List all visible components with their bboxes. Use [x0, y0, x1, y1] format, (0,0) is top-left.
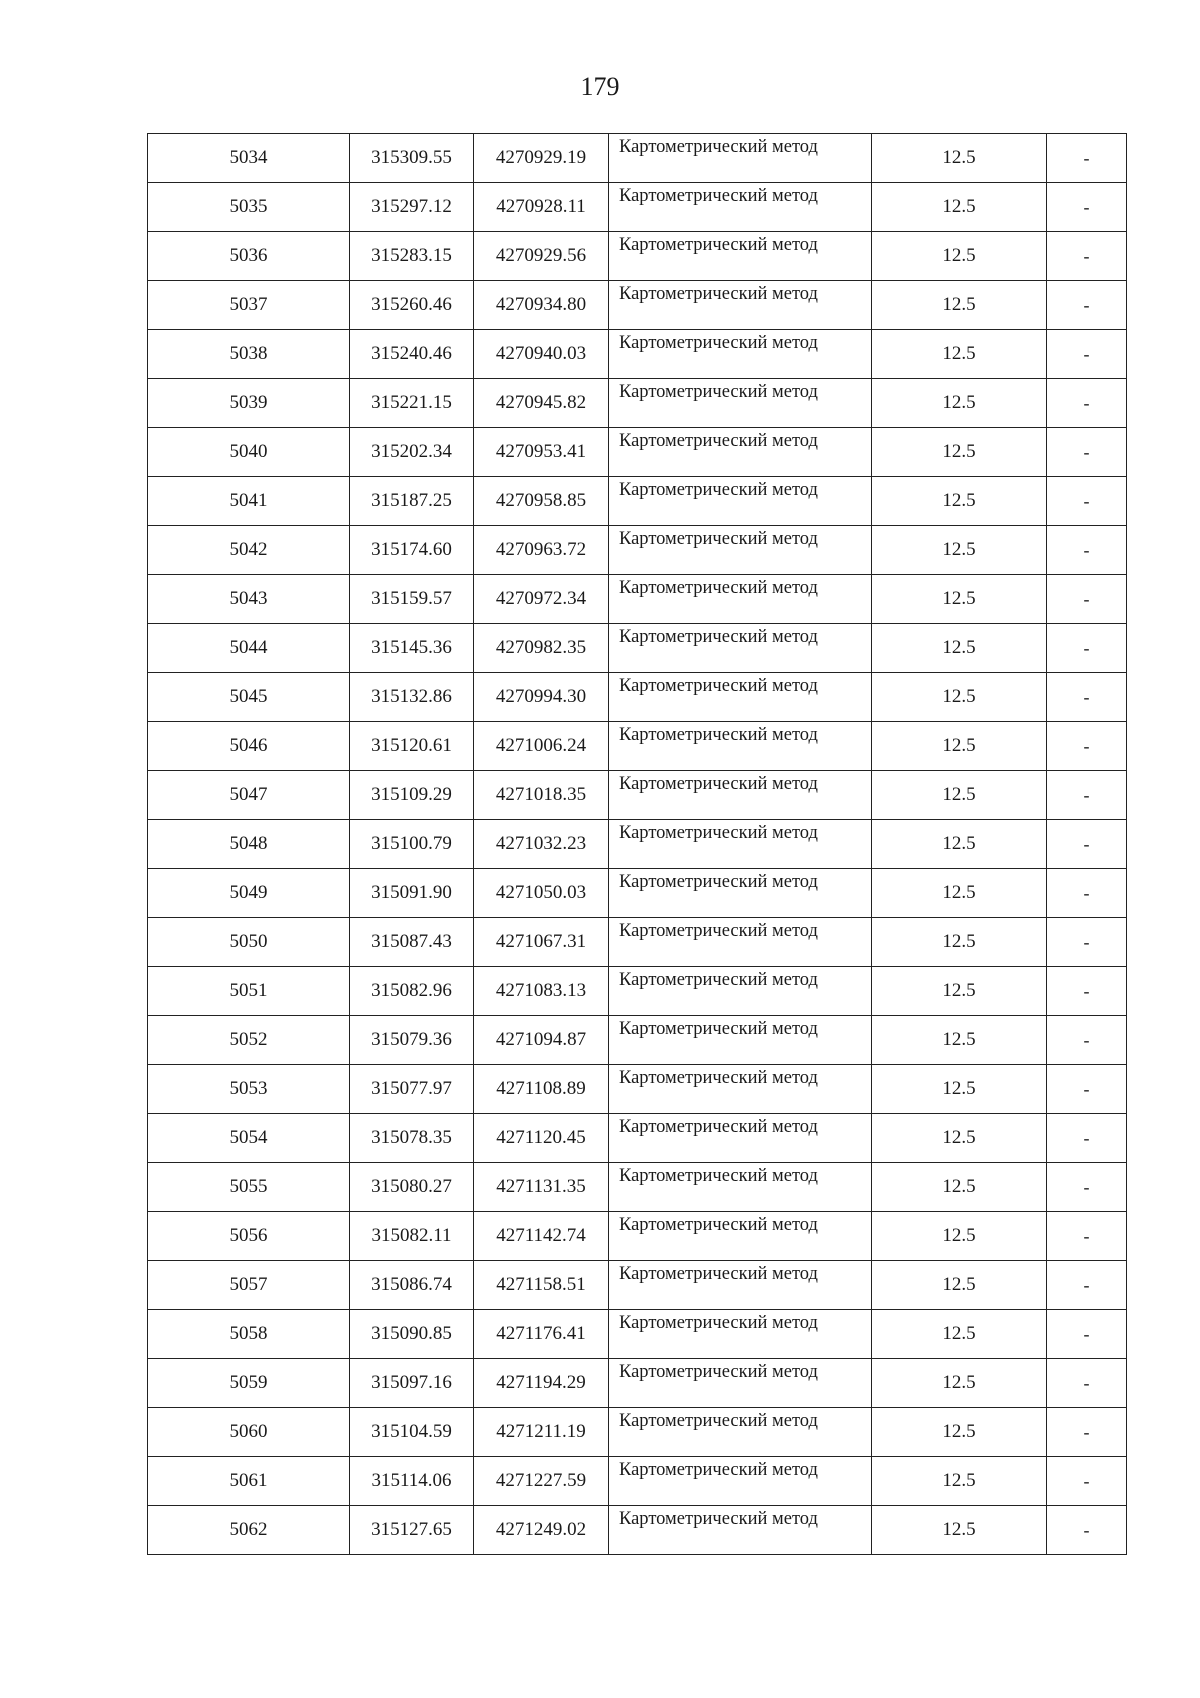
y-coordinate-cell: 4270945.82	[474, 379, 609, 428]
table-row	[148, 1114, 1127, 1163]
note-cell: -	[1047, 918, 1127, 967]
y-coordinate-cell: 4271211.19	[474, 1408, 609, 1457]
page-number: 179	[580, 72, 620, 101]
point-number-cell: 5055	[148, 1163, 350, 1212]
table-row	[148, 869, 1127, 918]
note-cell: -	[1047, 624, 1127, 673]
note-cell: -	[1047, 1261, 1127, 1310]
method-cell: Картометрический метод	[609, 673, 872, 722]
x-coordinate-cell: 315260.46	[350, 281, 474, 330]
x-coordinate-cell: 315127.65	[350, 1506, 474, 1555]
method-cell: Картометрический метод	[609, 869, 872, 918]
table-row	[148, 771, 1127, 820]
y-coordinate-cell: 4270972.34	[474, 575, 609, 624]
y-coordinate-cell: 4271194.29	[474, 1359, 609, 1408]
x-coordinate-cell: 315120.61	[350, 722, 474, 771]
note-cell: -	[1047, 183, 1127, 232]
accuracy-cell: 12.5	[872, 1114, 1047, 1163]
y-coordinate-cell: 4270982.35	[474, 624, 609, 673]
table-row	[148, 1212, 1127, 1261]
note-cell: -	[1047, 869, 1127, 918]
x-coordinate-cell: 315097.16	[350, 1359, 474, 1408]
x-coordinate-cell: 315309.55	[350, 134, 474, 183]
accuracy-cell: 12.5	[872, 918, 1047, 967]
method-cell: Картометрический метод	[609, 967, 872, 1016]
note-cell: -	[1047, 1114, 1127, 1163]
point-number-cell: 5059	[148, 1359, 350, 1408]
method-cell: Картометрический метод	[609, 1506, 872, 1555]
table-row	[148, 722, 1127, 771]
accuracy-cell: 12.5	[872, 1457, 1047, 1506]
table-row	[148, 1163, 1127, 1212]
accuracy-cell: 12.5	[872, 771, 1047, 820]
point-number-cell: 5045	[148, 673, 350, 722]
note-cell: -	[1047, 1016, 1127, 1065]
point-number-cell: 5036	[148, 232, 350, 281]
method-cell: Картометрический метод	[609, 428, 872, 477]
accuracy-cell: 12.5	[872, 1065, 1047, 1114]
method-cell: Картометрический метод	[609, 477, 872, 526]
table-row	[148, 673, 1127, 722]
point-number-cell: 5039	[148, 379, 350, 428]
point-number-cell: 5062	[148, 1506, 350, 1555]
table-body	[148, 134, 1127, 1555]
table-row	[148, 477, 1127, 526]
accuracy-cell: 12.5	[872, 967, 1047, 1016]
x-coordinate-cell: 315240.46	[350, 330, 474, 379]
note-cell: -	[1047, 771, 1127, 820]
x-coordinate-cell: 315109.29	[350, 771, 474, 820]
x-coordinate-cell: 315202.34	[350, 428, 474, 477]
x-coordinate-cell: 315114.06	[350, 1457, 474, 1506]
y-coordinate-cell: 4271018.35	[474, 771, 609, 820]
method-cell: Картометрический метод	[609, 1016, 872, 1065]
table-row	[148, 134, 1127, 183]
method-cell: Картометрический метод	[609, 1359, 872, 1408]
y-coordinate-cell: 4270929.19	[474, 134, 609, 183]
x-coordinate-cell: 315090.85	[350, 1310, 474, 1359]
y-coordinate-cell: 4271142.74	[474, 1212, 609, 1261]
x-coordinate-cell: 315077.97	[350, 1065, 474, 1114]
table-row	[148, 1016, 1127, 1065]
method-cell: Картометрический метод	[609, 820, 872, 869]
x-coordinate-cell: 315082.11	[350, 1212, 474, 1261]
method-cell: Картометрический метод	[609, 1408, 872, 1457]
method-cell: Картометрический метод	[609, 232, 872, 281]
table-row	[148, 820, 1127, 869]
accuracy-cell: 12.5	[872, 1408, 1047, 1457]
y-coordinate-cell: 4271120.45	[474, 1114, 609, 1163]
point-number-cell: 5054	[148, 1114, 350, 1163]
coordinates-table	[147, 133, 1127, 1555]
note-cell: -	[1047, 477, 1127, 526]
table-row	[148, 575, 1127, 624]
method-cell: Картометрический метод	[609, 722, 872, 771]
point-number-cell: 5047	[148, 771, 350, 820]
y-coordinate-cell: 4271067.31	[474, 918, 609, 967]
x-coordinate-cell: 315100.79	[350, 820, 474, 869]
point-number-cell: 5049	[148, 869, 350, 918]
method-cell: Картометрический метод	[609, 330, 872, 379]
y-coordinate-cell: 4271131.35	[474, 1163, 609, 1212]
x-coordinate-cell: 315086.74	[350, 1261, 474, 1310]
point-number-cell: 5058	[148, 1310, 350, 1359]
method-cell: Картометрический метод	[609, 1114, 872, 1163]
x-coordinate-cell: 315283.15	[350, 232, 474, 281]
method-cell: Картометрический метод	[609, 134, 872, 183]
y-coordinate-cell: 4271094.87	[474, 1016, 609, 1065]
note-cell: -	[1047, 526, 1127, 575]
x-coordinate-cell: 315221.15	[350, 379, 474, 428]
y-coordinate-cell: 4271032.23	[474, 820, 609, 869]
method-cell: Картометрический метод	[609, 575, 872, 624]
point-number-cell: 5035	[148, 183, 350, 232]
y-coordinate-cell: 4271227.59	[474, 1457, 609, 1506]
accuracy-cell: 12.5	[872, 722, 1047, 771]
y-coordinate-cell: 4270958.85	[474, 477, 609, 526]
x-coordinate-cell: 315132.86	[350, 673, 474, 722]
x-coordinate-cell: 315187.25	[350, 477, 474, 526]
method-cell: Картометрический метод	[609, 624, 872, 673]
point-number-cell: 5042	[148, 526, 350, 575]
note-cell: -	[1047, 722, 1127, 771]
table-row	[148, 183, 1127, 232]
point-number-cell: 5050	[148, 918, 350, 967]
accuracy-cell: 12.5	[872, 379, 1047, 428]
note-cell: -	[1047, 575, 1127, 624]
y-coordinate-cell: 4271249.02	[474, 1506, 609, 1555]
table-row	[148, 918, 1127, 967]
y-coordinate-cell: 4271050.03	[474, 869, 609, 918]
accuracy-cell: 12.5	[872, 1016, 1047, 1065]
accuracy-cell: 12.5	[872, 1310, 1047, 1359]
table-row	[148, 967, 1127, 1016]
accuracy-cell: 12.5	[872, 1506, 1047, 1555]
method-cell: Картометрический метод	[609, 183, 872, 232]
note-cell: -	[1047, 673, 1127, 722]
y-coordinate-cell: 4270940.03	[474, 330, 609, 379]
method-cell: Картометрический метод	[609, 771, 872, 820]
note-cell: -	[1047, 1408, 1127, 1457]
y-coordinate-cell: 4271158.51	[474, 1261, 609, 1310]
note-cell: -	[1047, 1212, 1127, 1261]
note-cell: -	[1047, 820, 1127, 869]
point-number-cell: 5061	[148, 1457, 350, 1506]
accuracy-cell: 12.5	[872, 477, 1047, 526]
accuracy-cell: 12.5	[872, 232, 1047, 281]
accuracy-cell: 12.5	[872, 1359, 1047, 1408]
note-cell: -	[1047, 1457, 1127, 1506]
note-cell: -	[1047, 1310, 1127, 1359]
accuracy-cell: 12.5	[872, 1261, 1047, 1310]
method-cell: Картометрический метод	[609, 1163, 872, 1212]
point-number-cell: 5057	[148, 1261, 350, 1310]
method-cell: Картометрический метод	[609, 526, 872, 575]
method-cell: Картометрический метод	[609, 1212, 872, 1261]
method-cell: Картометрический метод	[609, 1065, 872, 1114]
accuracy-cell: 12.5	[872, 281, 1047, 330]
accuracy-cell: 12.5	[872, 575, 1047, 624]
y-coordinate-cell: 4271108.89	[474, 1065, 609, 1114]
accuracy-cell: 12.5	[872, 869, 1047, 918]
x-coordinate-cell: 315159.57	[350, 575, 474, 624]
point-number-cell: 5040	[148, 428, 350, 477]
y-coordinate-cell: 4270953.41	[474, 428, 609, 477]
y-coordinate-cell: 4271176.41	[474, 1310, 609, 1359]
point-number-cell: 5053	[148, 1065, 350, 1114]
accuracy-cell: 12.5	[872, 330, 1047, 379]
note-cell: -	[1047, 330, 1127, 379]
table-row	[148, 1457, 1127, 1506]
y-coordinate-cell: 4270994.30	[474, 673, 609, 722]
x-coordinate-cell: 315087.43	[350, 918, 474, 967]
accuracy-cell: 12.5	[872, 1163, 1047, 1212]
y-coordinate-cell: 4271006.24	[474, 722, 609, 771]
table-row	[148, 1359, 1127, 1408]
method-cell: Картометрический метод	[609, 379, 872, 428]
point-number-cell: 5046	[148, 722, 350, 771]
note-cell: -	[1047, 967, 1127, 1016]
table-row	[148, 624, 1127, 673]
accuracy-cell: 12.5	[872, 673, 1047, 722]
point-number-cell: 5060	[148, 1408, 350, 1457]
point-number-cell: 5052	[148, 1016, 350, 1065]
method-cell: Картометрический метод	[609, 281, 872, 330]
y-coordinate-cell: 4270934.80	[474, 281, 609, 330]
table-row	[148, 281, 1127, 330]
y-coordinate-cell: 4270928.11	[474, 183, 609, 232]
table-row	[148, 1506, 1127, 1555]
table-row	[148, 526, 1127, 575]
note-cell: -	[1047, 379, 1127, 428]
x-coordinate-cell: 315078.35	[350, 1114, 474, 1163]
method-cell: Картометрический метод	[609, 1310, 872, 1359]
note-cell: -	[1047, 134, 1127, 183]
x-coordinate-cell: 315174.60	[350, 526, 474, 575]
table-row	[148, 1310, 1127, 1359]
table-row	[148, 232, 1127, 281]
x-coordinate-cell: 315082.96	[350, 967, 474, 1016]
accuracy-cell: 12.5	[872, 134, 1047, 183]
x-coordinate-cell: 315091.90	[350, 869, 474, 918]
table-row	[148, 379, 1127, 428]
accuracy-cell: 12.5	[872, 526, 1047, 575]
point-number-cell: 5034	[148, 134, 350, 183]
point-number-cell: 5037	[148, 281, 350, 330]
note-cell: -	[1047, 1506, 1127, 1555]
accuracy-cell: 12.5	[872, 1212, 1047, 1261]
accuracy-cell: 12.5	[872, 820, 1047, 869]
note-cell: -	[1047, 281, 1127, 330]
point-number-cell: 5051	[148, 967, 350, 1016]
point-number-cell: 5043	[148, 575, 350, 624]
note-cell: -	[1047, 1359, 1127, 1408]
x-coordinate-cell: 315297.12	[350, 183, 474, 232]
point-number-cell: 5048	[148, 820, 350, 869]
y-coordinate-cell: 4271083.13	[474, 967, 609, 1016]
x-coordinate-cell: 315079.36	[350, 1016, 474, 1065]
point-number-cell: 5056	[148, 1212, 350, 1261]
y-coordinate-cell: 4270963.72	[474, 526, 609, 575]
x-coordinate-cell: 315104.59	[350, 1408, 474, 1457]
x-coordinate-cell: 315080.27	[350, 1163, 474, 1212]
note-cell: -	[1047, 1163, 1127, 1212]
method-cell: Картометрический метод	[609, 1457, 872, 1506]
y-coordinate-cell: 4270929.56	[474, 232, 609, 281]
table-row	[148, 330, 1127, 379]
point-number-cell: 5041	[148, 477, 350, 526]
method-cell: Картометрический метод	[609, 918, 872, 967]
accuracy-cell: 12.5	[872, 428, 1047, 477]
accuracy-cell: 12.5	[872, 183, 1047, 232]
method-cell: Картометрический метод	[609, 1261, 872, 1310]
accuracy-cell: 12.5	[872, 624, 1047, 673]
note-cell: -	[1047, 428, 1127, 477]
table-row	[148, 1261, 1127, 1310]
point-number-cell: 5044	[148, 624, 350, 673]
table-row	[148, 1065, 1127, 1114]
x-coordinate-cell: 315145.36	[350, 624, 474, 673]
note-cell: -	[1047, 1065, 1127, 1114]
point-number-cell: 5038	[148, 330, 350, 379]
table-row	[148, 1408, 1127, 1457]
note-cell: -	[1047, 232, 1127, 281]
table-row	[148, 428, 1127, 477]
